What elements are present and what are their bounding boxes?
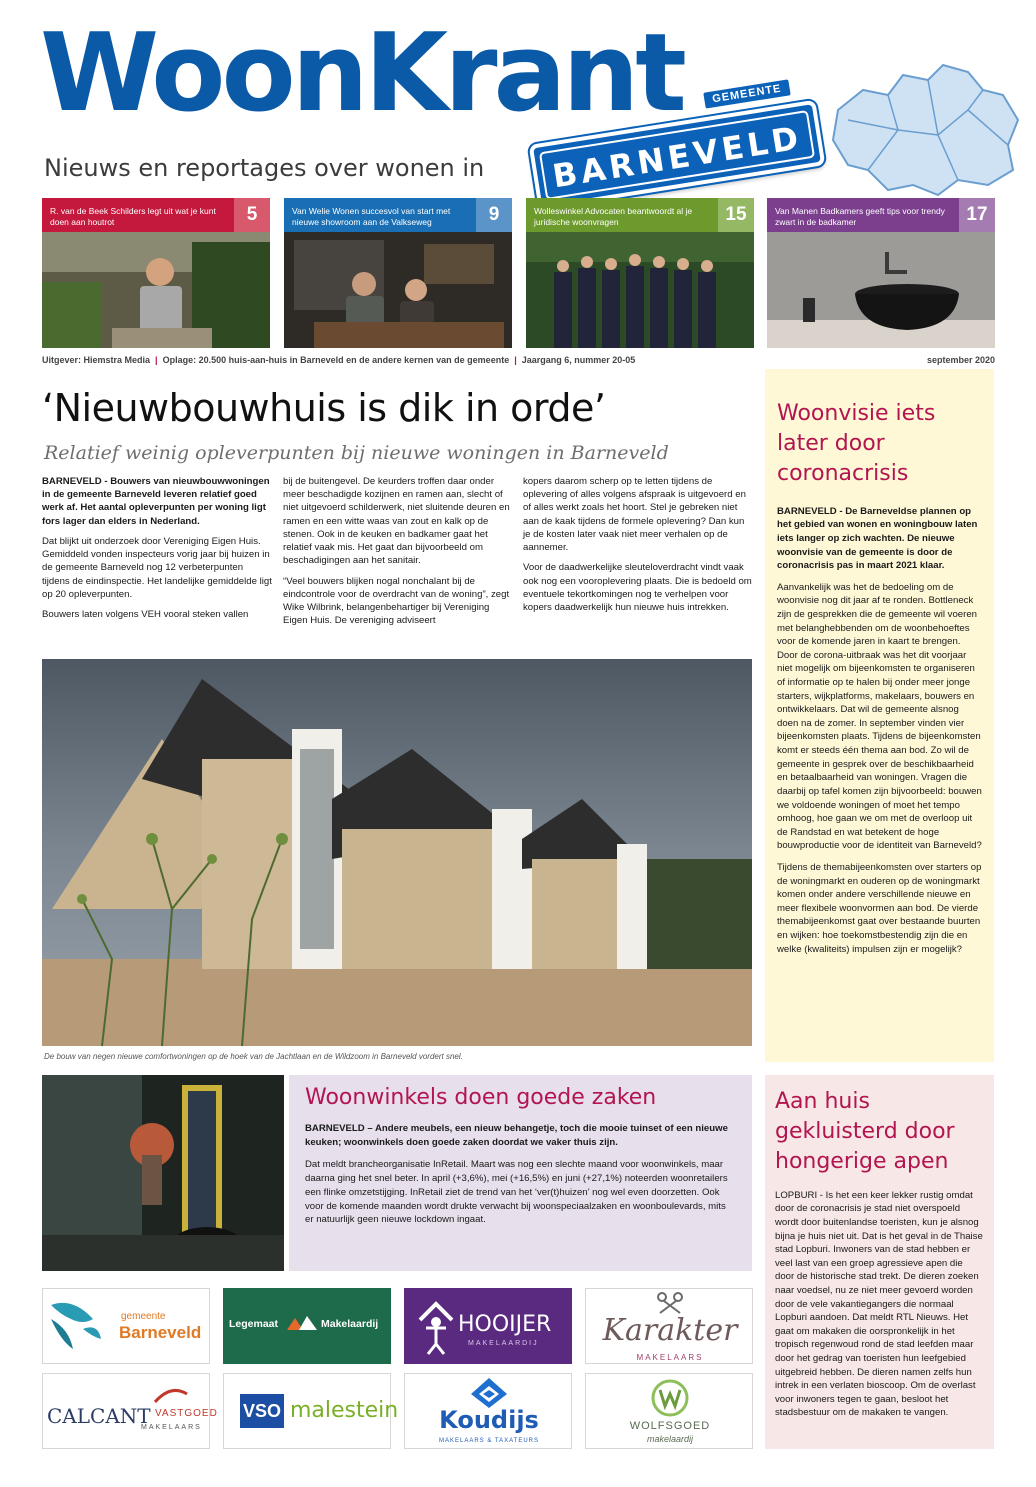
teaser-photo-bathroom <box>767 232 995 348</box>
koudijs-sub: MAKELAARS & TAXATEURS <box>438 1438 540 1444</box>
teaser-bar <box>526 198 754 232</box>
teaser-text: R. van de Beek Schilders legt uit wat je kunt doen aan houtrot <box>50 206 216 228</box>
woonvisie-sidebar <box>765 369 994 1062</box>
municipality-map-icon <box>818 50 1028 200</box>
calcant-name: CALCANT <box>47 1404 151 1428</box>
woonvisie-body <box>777 505 982 957</box>
woonwinkels-photo <box>42 1075 284 1271</box>
vso-mark: VSO <box>240 1394 284 1428</box>
sign-gemeente-label: GEMEENTE <box>701 77 793 111</box>
hooijer-sub: MAKELAARDIJ <box>468 1340 539 1347</box>
edition-info: Jaargang 6, nummer 20-05 <box>521 355 636 365</box>
teaser-text: Wolleswinkel Advocaten beantwoordt al je juridische woonvragen <box>534 206 693 228</box>
koudijs-name: Koudijs <box>439 1406 539 1434</box>
apen-article <box>765 1075 994 1449</box>
barneveld-label: Barneveld <box>119 1323 202 1342</box>
teaser-text: Van Welie Wonen succesvol van start met nieuwe showroom aan de Valkseweg <box>292 206 451 228</box>
woonvisie-title: Woonvisie iets later door coronacrisis <box>777 401 936 486</box>
article-column-3 <box>523 475 753 621</box>
newspaper-title: WoonKrant <box>40 11 683 136</box>
teaser-bar <box>42 198 270 232</box>
wolfsgoed-sub: makelaardij <box>646 1434 694 1444</box>
apen-body <box>775 1189 984 1420</box>
woonwinkels-article <box>289 1075 752 1271</box>
logo-calcant[interactable] <box>42 1373 218 1449</box>
teaser-page-number: 15 <box>718 198 754 232</box>
article-paragraph: “Veel bouwers blijken nogal nonchalant bij de eindcontrole voor de overdracht van de woning”, zegt Wike Wilbrink, belangenbehartiger bij Vereniging Eigen Huis. De vereniging adviseert <box>283 575 510 627</box>
teaser-page-number: 17 <box>959 198 995 232</box>
woonvisie-paragraph: Tijdens de themabijeenkomsten over starters op de woningmarkt en ouderen op de woningmarkt komen onder andere verschillende nieuwe en meer flexibele woonvormen aan bod. De vierde themabijeenkomst gaat over bestaande buurten en wijken: hoe toekomstbestendig zijn die en welke (kwaliteits) impulsen zijn er mogelijk? <box>777 861 982 955</box>
publisher-info: Uitgever: Hiemstra Media <box>42 355 151 365</box>
article-lead: BARNEVELD - Bouwers van nieuwbouwwoningen in de gemeente Barneveld leveren relatief goed werk af. Het aantal opleverpunten per woning ligt fors lager dan elders in Nederland. <box>42 476 270 527</box>
masthead <box>0 0 1036 196</box>
karakter-name: Karakter <box>602 1313 738 1348</box>
issue-date: september 2020 <box>926 355 995 365</box>
woonvisie-lead: BARNEVELD - De Barneveldse plannen op het gebied van wonen en woningbouw laten iets langer op zich wachten. De nieuwe woonvisie van de gemeente is door de coronacrisis pas in maart 2021 klaar. <box>777 505 978 572</box>
woonwinkels-body <box>299 1122 742 1227</box>
teaser-van-manen[interactable] <box>767 198 995 348</box>
wolfsgoed-name: WOLFSGOED <box>629 1420 711 1432</box>
apen-paragraph: LOPBURI - Is het een keer lekker rustig omdat door de coronacrisis je stad niet overspoeld wordt door buitenlandse toeristen, kun je alsnog bijna je huis niet uit. Dat is het geval in de Thaise stad Lopburi. Inwoners van de stad hebben er veel last van een groep agressieve apen die door de historische stad trekt. De dieren zoeken naar voedsel, nu ze niet meer gevoerd worden door de vele vakantiegangers die normaal Lopburi aandoen. Dat meldt RTL Nieuws. Het gaat om makaken die oorspronkelijk in het tropisch regenwoud rond de stad leefden maar door het gedrag van toeristen hun leefgebied uitgebreid hebben. De dieren namen zelfs hun intrek in een verlaten bioscoop. Om de overlast voor inwoners tegen te gaan, besloot het stadsbestuur om de makaken te vangen. <box>775 1189 983 1419</box>
logo-gemeente-barneveld[interactable] <box>42 1288 210 1364</box>
teaser-photo-showroom <box>284 232 512 348</box>
publication-info-bar: Uitgever: Hiemstra Media | Oplage: 20.500 huis-aan-huis in Barneveld en de andere kernen van de gemeente | Jaargang 6, nummer 20-05 september 2020 <box>42 355 995 365</box>
legemaat-makelaardij: Makelaardij <box>321 1318 379 1330</box>
woonwinkels-paragraph: Dat meldt brancheorganisatie InRetail. Maart was nog een slechte maand voor woonwinkels, maar daarna ging het snel beter. In april (+3,6%), mei (+16,5%) en juni (+27,1%) noteerden woonretailers een flinke omzetstijging. InRetail ziet de trend van het ‘ver(t)huizen’ nog wel even doorzetten. Ook voor de komende maanden wordt drukte verwacht bij woonspeciaalzaken en woonboulevards, mits er natuurlijk geen nieuwe lockdown ingaat. <box>305 1158 728 1226</box>
teaser-photo-painter <box>42 232 270 348</box>
karakter-sub: MAKELAARS <box>636 1353 704 1362</box>
article-paragraph: Dat blijkt uit onderzoek door Vereniging Eigen Huis. Gemiddeld vonden inspecteurs vorig jaar bij huizen in de gemeente Barneveld nog 12 verbeterpunten tijdens de eindinspectie. Het landelijke gemiddelde ligt op 20 opleverpunten. <box>42 535 272 600</box>
logo-legemaat[interactable] <box>223 1288 391 1364</box>
teaser-page-number: 5 <box>234 198 270 232</box>
main-photo-caption: De bouw van negen nieuwe comfortwoningen op de hoek van de Jachtlaan en de Wildzoom in Barneveld vordert snel. <box>44 1052 463 1061</box>
apen-title: Aan huis gekluisterd door hongerige apen <box>775 1089 955 1174</box>
article-paragraph: kopers daarom scherp op te letten tijdens de oplevering of alles volgens afspraak is uitgevoerd en of alles werkt zoals het hoort. Stel je gebreken niet aan de kaak tijdens de formele oplevering? Dan kun je de kosten later vaak niet meer verhalen op de aannemer. <box>523 476 746 554</box>
sign-municipality-name: BARNEVELD <box>549 118 805 196</box>
teaser-strip <box>42 198 995 348</box>
article-paragraph: Bouwers laten volgens VEH vooral steken vallen <box>42 609 249 621</box>
teaser-page-number: 9 <box>476 198 512 232</box>
logo-karakter[interactable] <box>585 1288 753 1364</box>
logo-wolfsgoed[interactable] <box>585 1373 753 1449</box>
calcant-sub: MAKELAARS <box>141 1424 202 1431</box>
woonvisie-paragraph: Aanvankelijk was het de bedoeling om de woonvisie nog dit jaar af te ronden. Bottleneck zijn de gesprekken die de gemeente wil voeren met belanghebbenden om de woonbehoeftes voor de komende jaren in kaart te brengen. Door de corona-uitbraak was het dit voorjaar niet mogelijk om bijeenkomsten te organiseren of informatie op te halen bij onder meer jonge starters, wijkplatforms, makelaars, bouwers en ontwikkelaars. Dat wil de gemeente alsnog doen na de zomer. In september vinden vier bijeenkomsten plaats. Tijdens de bijeenkomsten komt er steeds één thema aan bod. Zo wil de gemeente in gesprek over de beschikbaarheid en betaalbaarheid van woningen. Vragen die daarbij op tafel komen zijn bijvoorbeeld: bouwen we voldoende woningen of moet het tempo omhoog, hoe gaan we om met de overloop uit de Randstad en wat betekent de hoge bouwproductie voor de identiteit van Barneveld? <box>777 581 982 852</box>
logo-hooijer[interactable] <box>404 1288 572 1364</box>
article-paragraph: bij de buitengevel. De keurders troffen daar onder meer beschadigde kozijnen en ramen aan, slecht of niet uitgevoerd schilderwerk, niet sluitende deuren en ramen en een witte waas van zout en kalk op de stenen. Ook in de keuken en badkamer gaat het relatief vaak mis. Het gaat dan bijvoorbeeld om beschadigingen aan het sanitair. <box>283 476 510 567</box>
hooijer-name: HOOIJER <box>458 1312 552 1337</box>
malestein-name: malestein <box>290 1398 399 1423</box>
newspaper-tagline: Nieuws en reportages over wonen in <box>44 154 485 182</box>
teaser-bar <box>767 198 995 232</box>
teaser-wolleswinkel[interactable] <box>526 198 754 348</box>
article-column-1 <box>42 475 272 628</box>
circulation-info: Oplage: 20.500 huis-aan-huis in Barneveld en de andere kernen van de gemeente <box>162 355 510 365</box>
teaser-van-welie[interactable] <box>284 198 512 348</box>
logo-koudijs[interactable] <box>404 1373 572 1449</box>
teaser-schilders[interactable] <box>42 198 270 348</box>
calcant-vastgoed: VASTGOED <box>155 1408 218 1419</box>
article-column-2 <box>283 475 513 635</box>
legemaat-name: Legemaat <box>229 1318 279 1330</box>
woonwinkels-title: Woonwinkels doen goede zaken <box>305 1085 657 1110</box>
main-subheadline: Relatief weinig opleverpunten bij nieuwe woningen in Barneveld <box>44 442 669 464</box>
woonwinkels-lead: BARNEVELD – Andere meubels, een nieuw behangetje, toch die mooie tuinset of een nieuwe keuken; woonwinkels doen goede zaken doordat we vaker thuis zijn. <box>305 1123 728 1148</box>
teaser-bar <box>284 198 512 232</box>
logo-vso-malestein[interactable] <box>223 1373 399 1449</box>
main-article-photo <box>42 659 752 1046</box>
gemeente-label: gemeente <box>121 1311 166 1322</box>
main-headline: ‘Nieuwbouwhuis is dik in orde’ <box>42 386 606 430</box>
article-paragraph: Voor de daadwerkelijke sleuteloverdracht vindt vaak ook nog een vooroplevering plaats. Die is bedoeld om eventuele tekortkomingen nog te verhelpen voor kopers daadwerkelijk hun nieuwe huis intrekken. <box>523 562 752 614</box>
teaser-text: Van Manen Badkamers geeft tips voor trendy zwart in de badkamer <box>775 206 945 228</box>
teaser-photo-lawyers <box>526 232 754 348</box>
